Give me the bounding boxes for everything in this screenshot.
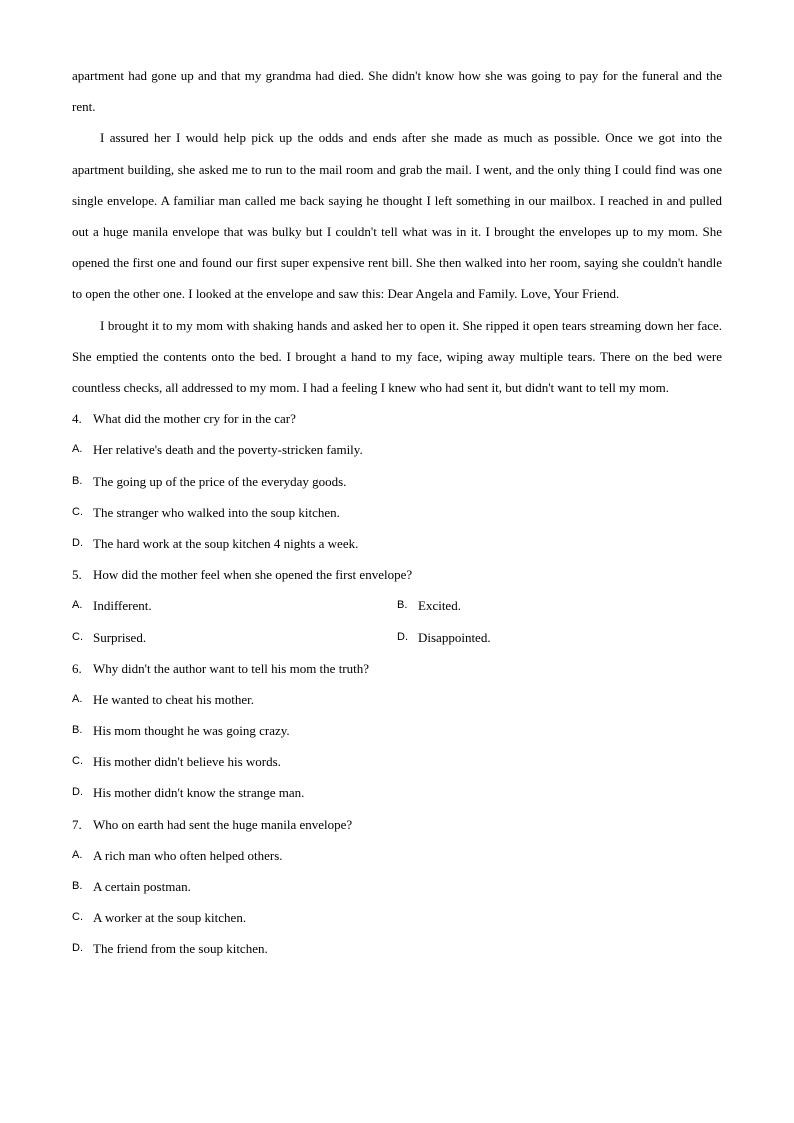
option-c (72, 622, 397, 653)
option-text: Her relative's death and the poverty-stricken family. (93, 442, 363, 458)
option-text: The going up of the price of the everyday goods. (93, 473, 347, 489)
question-number: 5. (72, 567, 82, 583)
option-letter: D. (72, 942, 83, 955)
option-text: The friend from the soup kitchen. (93, 941, 268, 957)
option-d (397, 622, 722, 653)
question-text: Who on earth had sent the huge manila envelope? (93, 816, 353, 832)
option-letter: B. (72, 474, 83, 487)
option-letter: A. (72, 599, 83, 612)
option-text: Surprised. (93, 629, 147, 645)
option-a (72, 684, 722, 715)
option-d (72, 933, 722, 964)
option-text: Disappointed. (418, 629, 491, 645)
option-text: Excited. (418, 598, 461, 614)
option-c (72, 497, 722, 528)
question-text: Why didn't the author want to tell his mom the truth? (93, 660, 370, 676)
option-text: The hard work at the soup kitchen 4 nights a week. (93, 535, 359, 551)
option-letter: C. (72, 755, 83, 768)
option-text: A worker at the soup kitchen. (93, 910, 247, 926)
option-row (72, 590, 722, 621)
option-text: His mother didn't believe his words. (93, 754, 281, 770)
question-7 (72, 809, 722, 965)
question-stem (72, 559, 722, 590)
question-number: 4. (72, 411, 82, 427)
option-a (72, 840, 722, 871)
option-letter: B. (72, 724, 83, 737)
option-letter: C. (72, 911, 83, 924)
option-text: A certain postman. (93, 879, 191, 895)
option-text: His mom thought he was going crazy. (93, 723, 290, 739)
question-stem (72, 403, 722, 434)
option-text: His mother didn't know the strange man. (93, 785, 305, 801)
option-letter: A. (72, 443, 83, 456)
option-text: A rich man who often helped others. (93, 847, 283, 863)
option-b (72, 871, 722, 902)
option-b (72, 466, 722, 497)
option-d (72, 528, 722, 559)
option-text: Indifferent. (93, 598, 152, 614)
option-d (72, 777, 722, 808)
option-text: The stranger who walked into the soup kitchen. (93, 504, 340, 520)
question-6 (72, 653, 722, 809)
option-letter: A. (72, 848, 83, 861)
option-b (397, 590, 722, 621)
question-number: 6. (72, 660, 82, 676)
option-c (72, 902, 722, 933)
option-letter: B. (72, 880, 83, 893)
question-text: How did the mother feel when she opened the first envelope? (93, 567, 413, 583)
passage-paragraph-1: apartment had gone up and that my grandma had died. She didn't know how she was going to pay for the funeral and the rent. (72, 68, 722, 115)
option-a (72, 434, 722, 465)
option-text: He wanted to cheat his mother. (93, 691, 255, 707)
question-text: What did the mother cry for in the car? (93, 411, 296, 427)
question-4 (72, 403, 722, 559)
option-letter: D. (72, 536, 83, 549)
option-row (72, 622, 722, 653)
option-letter: D. (72, 786, 83, 799)
option-a (72, 590, 397, 621)
passage-paragraph-2: I assured her I would help pick up the odds and ends after she made as much as possible. Once we got into the apartment building, she asked me to run to the mail room and grab the mail. I went, and the only thing I could find was one single envelope. A familiar man called me back saying he thought I left something in our mailbox. I reached in and pulled out a huge manila envelope that was bulky but I couldn't tell what was in it. I brought the envelopes up to my mom. She opened the first one and found our first super expensive rent bill. She then walked into her room, saying she couldn't handle to open the other one. I looked at the envelope and saw this: Dear Angela and Family. Love, Your Friend. (72, 130, 722, 302)
option-letter: D. (397, 630, 408, 643)
option-letter: C. (72, 505, 83, 518)
question-stem (72, 653, 722, 684)
option-letter: C. (72, 630, 83, 643)
option-c (72, 746, 722, 777)
option-letter: A. (72, 692, 83, 705)
option-b (72, 715, 722, 746)
question-5 (72, 559, 722, 653)
passage-paragraph-3: I brought it to my mom with shaking hands and asked her to open it. She ripped it open tears streaming down her face. She emptied the contents onto the bed. I brought a hand to my face, wiping away multiple tears. There on the bed were countless checks, all addressed to my mom. I had a feeling I knew who had sent it, but didn't want to tell my mom. (72, 317, 722, 396)
option-letter: B. (397, 599, 408, 612)
document-page (72, 60, 722, 965)
question-number: 7. (72, 816, 82, 832)
question-stem (72, 809, 722, 840)
